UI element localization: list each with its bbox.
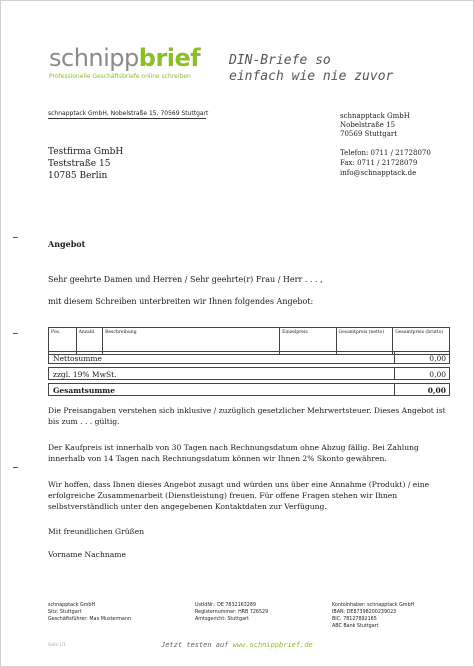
slogan: [229, 53, 393, 85]
company-city: 70569 Stuttgart: [340, 130, 398, 138]
table-header-cell: Pos.: [49, 328, 77, 355]
slogan-line-2: einfach wie nie zuvor: [229, 69, 394, 84]
footer-line: BIC: 78127892165: [332, 617, 377, 622]
footer-line: ABC Bank Stuttgart: [332, 624, 379, 629]
sum-row-net: [48, 351, 450, 364]
salutation: Sehr geehrte Damen und Herren / Sehr geehrte(r) Frau / Herr . . . ,: [48, 275, 323, 284]
footer-line: Sitz: Stuttgart: [48, 610, 82, 615]
logo-text-part1: schnipp: [49, 44, 139, 72]
fold-mark: [13, 237, 18, 238]
sum-value: 0,00: [394, 384, 449, 395]
company-street: Nobelstraße 15: [340, 121, 396, 129]
intro-text: mit diesem Schreiben unterbreiten wir Ihnen folgendes Angebot:: [48, 297, 314, 306]
brand-logo: [49, 45, 200, 80]
recipient-street: Teststraße 15: [48, 159, 111, 169]
footer-line: Amtsgericht: Stuttgart: [195, 617, 249, 622]
logo-text-part2: brief: [138, 44, 201, 72]
sum-value: 0,00: [394, 368, 449, 379]
page-number: Seite 1/1: [48, 642, 66, 647]
table-header-cell: Beschreibung: [103, 328, 280, 355]
recipient-address: [48, 146, 123, 182]
footer-registration-info: [195, 602, 268, 623]
promo-link[interactable]: www.schnippbrief.de: [232, 641, 313, 649]
sum-value: 0,00: [394, 352, 449, 363]
slogan-line-1: DIN-Briefe so: [229, 53, 331, 68]
promo-text: Jetzt testen auf: [161, 641, 229, 649]
footer-company-info: [48, 602, 131, 623]
complimentary-close: Mit freundlichen Grüßen: [48, 527, 145, 536]
signature-name: Vorname Nachname: [48, 550, 126, 559]
phone-number: Telefon: 0711 / 21728070: [340, 149, 431, 157]
sender-return-address: schnapptack GmbH, Nobelstraße 15, 70569 Stuttgart: [48, 110, 209, 117]
recipient-name: Testfirma GmbH: [48, 147, 124, 157]
sum-row-vat: [48, 367, 450, 380]
footer-line: IBAN: DE87398200239023: [332, 610, 397, 615]
letter-subject: Angebot: [48, 239, 86, 249]
price-terms-paragraph: Die Preisangaben verstehen sich inklusive / zuzüglich gesetzlicher Mehrwertsteuer. Dieses Angebot ist bis zum . . . gültig.: [48, 406, 446, 426]
fax-number: Fax: 0711 / 21728079: [340, 159, 418, 167]
recipient-city: 10785 Berlin: [48, 171, 108, 181]
sum-label: Nettosumme: [53, 354, 102, 363]
footer-line: Kontoinhaber: schnapptack GmbH: [332, 603, 415, 608]
table-header-cell: Anzahl: [76, 328, 102, 355]
closing-paragraph: Wir hoffen, dass Ihnen dieses Angebot zusagt und würden uns über eine Annahme (Produkt) / eine erfolgreiche Zusammenarbeit (Dienstleistung) freuen. Für offene Fragen stehen wir Ihnen selbstverständlich unter den angegebenen Kontaktdaten zur Verfügung.: [48, 480, 430, 511]
footer-promo: [161, 641, 313, 649]
table-header-cell: Gesamtpreis (brutto): [393, 328, 450, 355]
footer-line: Registernummer: HRB 726529: [195, 610, 269, 615]
company-name: schnapptack GmbH: [340, 112, 410, 120]
footer-line: Geschäftsführer: Max Mustermann: [48, 617, 131, 622]
footer-line: UstIdNr.: DE 7832163289: [195, 603, 256, 608]
payment-terms-paragraph: Der Kaufpreis ist innerhalb von 30 Tagen nach Rechnungsdatum ohne Abzug fällig. Bei Zahlung innerhalb von 14 Tagen nach Rechnungsdatum können wir Ihnen 2% Skonto gewähren.: [48, 443, 419, 463]
company-contact: [340, 148, 431, 178]
sum-label: zzgl. 19% MwSt.: [53, 370, 117, 379]
email-address: info@schnapptack.de: [340, 169, 417, 177]
fold-mark: [13, 467, 18, 468]
logo-tagline: Professionelle Geschäftsbriefe online schreiben: [49, 73, 191, 80]
table-header-cell: Gesamtpreis (netto): [336, 328, 393, 355]
table-header-cell: Einzelpreis: [280, 328, 336, 355]
company-address: [340, 112, 410, 139]
footer-line: schnapptack GmbH: [48, 603, 96, 608]
footer-bank-info: [332, 602, 414, 630]
punch-mark: [13, 333, 18, 334]
sum-row-total: [48, 383, 450, 396]
sum-label: Gesamtsumme: [53, 386, 115, 395]
